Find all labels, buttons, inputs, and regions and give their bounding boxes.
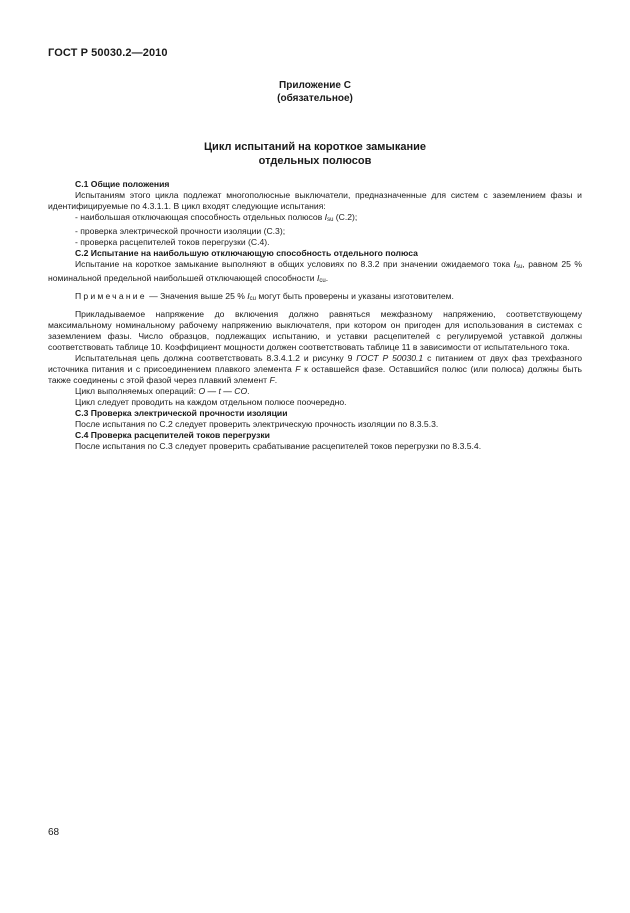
c2-text: .	[325, 273, 329, 283]
annex-label: Приложение С	[279, 80, 351, 91]
standard-reference: ГОСТ Р 50030.1	[356, 353, 424, 363]
c2-paragraph-3	[48, 353, 582, 386]
c2-text: с питанием от двух фаз трехфазного источника питания и с присоединением плавкого элемента	[48, 353, 582, 374]
current-subscript: cu	[319, 278, 326, 284]
current-symbol: I	[513, 259, 517, 269]
current-symbol: I	[324, 212, 328, 222]
note-label: Примечание	[75, 291, 147, 301]
c2-text: Испытательная цепь должна соответствовать 8.3.4.1.2 и рисунку 9	[75, 353, 357, 363]
current-subscript: cu	[249, 296, 257, 302]
c3-paragraph: После испытания по С.2 следует проверить электрическую прочность изоляции по 8.3.5.3.	[75, 419, 439, 429]
c2-paragraph-4: Цикл следует проводить на каждом отдельном полюсе поочередно.	[75, 397, 347, 407]
c4-paragraph: После испытания по С.3 следует проверить срабатывание расцепителей токов перегрузки по 8.3.5.4.	[75, 441, 482, 451]
c1-item1-text: - наибольшая отключающая способность отдельных полюсов	[75, 212, 325, 222]
document-body	[48, 179, 582, 452]
cycle-label: Цикл выполняемых операций:	[75, 386, 199, 396]
c2-paragraph-2: Прикладываемое напряжение до включения должно равняться межфазному напряжению, соответствующему максимальному номинальному рабочему напряжению выключателя, при котором он пригоден для использования в системах с заземлением фазы. Число образцов, подлежащих испытанию, и уставки расцепителей с регулируемой уставкой должны соответствовать таблице 10. Коэффициент мощности должен соответствовать таблице 11 в зависимости от испытательного тока.	[48, 309, 582, 352]
page-number: 68	[48, 827, 60, 838]
c1-list-item: - проверка электрической прочности изоляции (С.3);	[75, 226, 286, 236]
c4-heading: С.4 Проверка расцепителей токов перегрузки	[75, 430, 270, 440]
c2-text: Испытание на короткое замыкание выполняют в общих условиях по 8.3.2 при значении ожидаемого тока	[75, 259, 514, 269]
current-subscript: su	[516, 264, 523, 270]
c1-list-item: - проверка расцепителей токов перегрузки (С.4).	[75, 237, 270, 247]
c2-text: к оставшейся фазе. Оставшийся полюс (или полюса) должны быть также соединены с этой фазой через плавкий элемент	[48, 364, 582, 385]
c2-text: .	[274, 375, 278, 385]
c1-item1-ref: (С.2);	[333, 212, 358, 222]
cycle-sequence: O — t — CO	[198, 386, 248, 396]
c2-cycle	[48, 386, 582, 397]
annex-status: (обязательное)	[277, 93, 353, 104]
current-symbol: I	[316, 273, 320, 283]
c2-text: , равном 25 % номинальной предельной наибольшей отключающей способности	[48, 259, 582, 283]
current-symbol: I	[247, 291, 250, 301]
c1-paragraph: Испытаниям этого цикла подлежат многополюсные выключатели, предназначенные для систем с заземлением фазы и идентифицируемые по 4.3.1.1. В цикл входят следующие испытания:	[48, 190, 582, 211]
c2-note	[48, 291, 582, 305]
fuse-symbol: F	[269, 375, 275, 385]
fuse-symbol: F	[295, 364, 301, 374]
cycle-end: .	[247, 386, 250, 396]
c1-heading: С.1 Общие положения	[75, 179, 170, 189]
current-subscript: su	[327, 217, 334, 223]
c3-heading: С.3 Проверка электрической прочности изоляции	[75, 408, 288, 418]
document-header: ГОСТ Р 50030.2—2010	[48, 47, 168, 59]
c2-heading: С.2 Испытание на наибольшую отключающую способность отдельного полюса	[75, 248, 418, 258]
section-title	[0, 140, 630, 168]
annex-heading	[0, 79, 630, 105]
c1-list-item	[48, 212, 582, 226]
note-text: могут быть проверены и указаны изготовителем.	[256, 291, 454, 301]
title-line-2: отдельных полюсов	[258, 155, 372, 167]
title-line-1: Цикл испытаний на короткое замыкание	[204, 141, 426, 153]
c2-paragraph-1	[48, 259, 582, 287]
note-text: — Значения выше 25 %	[146, 291, 248, 301]
